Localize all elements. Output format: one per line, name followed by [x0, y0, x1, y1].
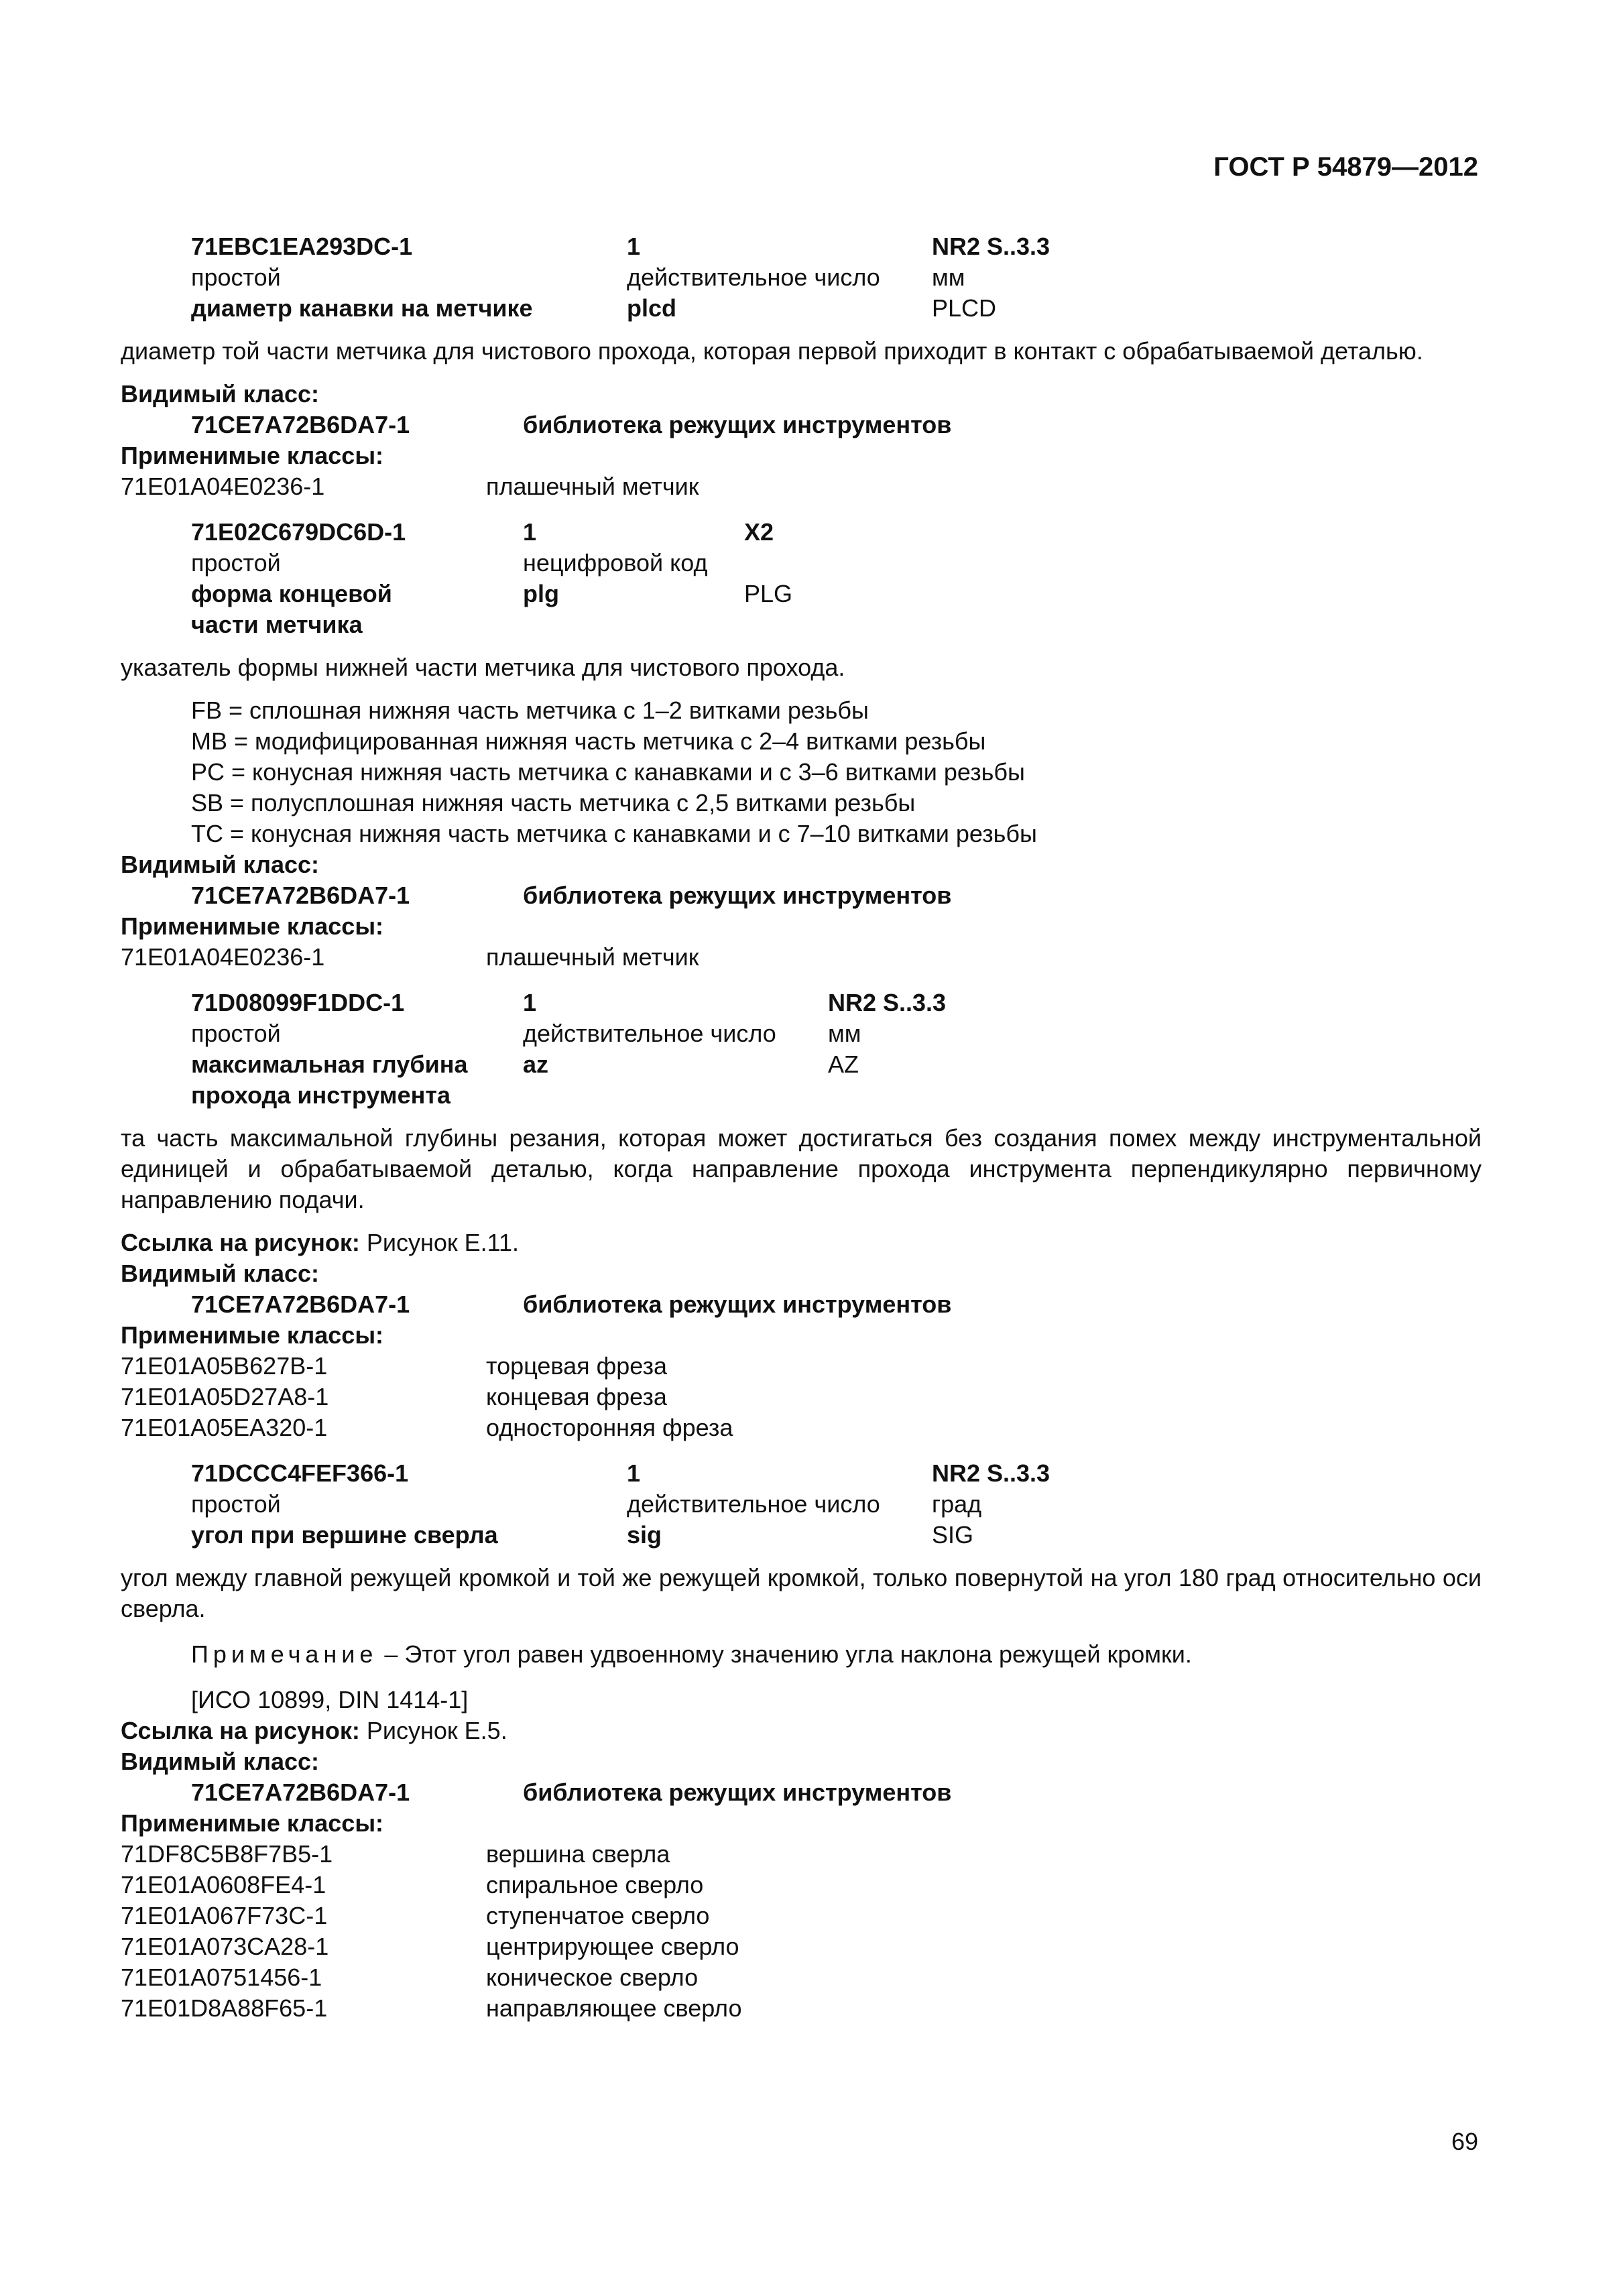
applicable-class-code: 71E01A04E0236-1 [121, 473, 325, 500]
property-count: 1 [627, 233, 641, 260]
source-reference: [ИСО 10899, DIN 1414-1] [191, 1686, 469, 1713]
property-ref: NR2 S..3.3 [932, 233, 1050, 260]
applicable-classes-label: Применимые классы: [121, 1321, 384, 1349]
applicable-class-row [121, 1962, 1482, 1993]
visible-class-code: 71CE7A72B6DA7-1 [191, 882, 410, 909]
property-symbol: az [523, 1050, 549, 1078]
applicable-class-code: 71E01A05EA320-1 [121, 1414, 328, 1441]
applicable-class-code: 71E01D8A88F65-1 [121, 1994, 328, 2022]
applicable-class-name: торцевая фреза [486, 1352, 667, 1380]
visible-class-name: библиотека режущих инструментов [523, 1290, 952, 1318]
property-unit: мм [932, 263, 965, 291]
note-label: Примечание [191, 1640, 378, 1668]
applicable-class-code: 71E01A04E0236-1 [121, 943, 325, 971]
property-description: та часть максимальной глубины резания, которая может достигаться без создания помех между инструментальной единицей и обрабатываемой деталью, когда направление прохода инструмента перпендикулярно первичному направлению подачи. [121, 1124, 1482, 1213]
property-unit: мм [828, 1020, 861, 1047]
property-kind: простой [191, 549, 281, 577]
standard-header: ГОСТ Р 54879—2012 [1213, 152, 1478, 182]
value-list-item: PC = конусная нижняя часть метчика с канавками и с 3–6 витками резьбы [191, 758, 1025, 786]
figure-reference-label: Ссылка на рисунок: [121, 1229, 360, 1256]
figure-reference [121, 1227, 1482, 1258]
property-kind: простой [191, 263, 281, 291]
applicable-classes-label: Применимые классы: [121, 1809, 384, 1837]
applicable-class-row [121, 1993, 1482, 2024]
figure-reference-label: Ссылка на рисунок: [121, 1717, 360, 1744]
property-code: 71E02C679DC6D-1 [191, 518, 406, 546]
figure-reference-value: Рисунок Е.5. [359, 1717, 507, 1744]
page-content [121, 231, 1482, 2024]
property-unit: град [932, 1490, 982, 1518]
applicable-classes-label: Применимые классы: [121, 912, 384, 940]
figure-reference [121, 1715, 1482, 1746]
applicable-class-row [121, 942, 1482, 973]
property-name: максимальная глубина [191, 1050, 468, 1078]
property-description: угол между главной режущей кромкой и той же режущей кромкой, только повернутой на угол 180 град относительно оси сверла. [121, 1564, 1482, 1622]
property-name: форма концевой [191, 580, 392, 607]
visible-class-label: Видимый класс: [121, 1748, 319, 1775]
property-code: 71EBC1EA293DC-1 [191, 233, 413, 260]
value-list-item: SB = полусплошная нижняя часть метчика с 2,5 витками резьбы [191, 789, 916, 817]
property-symbol-upper: PLG [744, 580, 793, 607]
value-list-item: FB = сплошная нижняя часть метчика с 1–2 витками резьбы [191, 697, 869, 724]
property-symbol: plcd [627, 294, 677, 322]
visible-class-code: 71CE7A72B6DA7-1 [191, 1290, 410, 1318]
property-datatype: действительное число [627, 263, 880, 291]
applicable-class-name: коническое сверло [486, 1963, 699, 1991]
property-name-cont: части метчика [191, 611, 363, 638]
applicable-class-row [121, 1382, 1482, 1412]
property-description: указатель формы нижней части метчика для чистового прохода. [121, 654, 845, 681]
property-name: угол при вершине сверла [191, 1521, 498, 1549]
property-name-cont: прохода инструмента [191, 1081, 450, 1109]
applicable-class-row [121, 1931, 1482, 1962]
property-code: 71DCCC4FEF366-1 [191, 1459, 409, 1487]
property-kind: простой [191, 1490, 281, 1518]
visible-class-label: Видимый класс: [121, 851, 319, 878]
applicable-class-name: спиральное сверло [486, 1871, 704, 1898]
note-text: – Этот угол равен удвоенному значению угла наклона режущей кромки. [377, 1640, 1192, 1668]
applicable-class-code: 71E01A067F73C-1 [121, 1902, 328, 1929]
property-ref: X2 [744, 518, 774, 546]
applicable-class-row [121, 471, 1482, 502]
property-block [191, 987, 1482, 1111]
applicable-class-name: ступенчатое сверло [486, 1902, 710, 1929]
property-ref: NR2 S..3.3 [932, 1459, 1050, 1487]
value-list [191, 695, 1482, 849]
property-name: диаметр канавки на метчике [191, 294, 533, 322]
property-symbol: plg [523, 580, 559, 607]
applicable-class-row [121, 1900, 1482, 1931]
property-symbol-upper: AZ [828, 1050, 859, 1078]
applicable-classes-label: Применимые классы: [121, 442, 384, 469]
applicable-class-name: центрирующее сверло [486, 1933, 739, 1960]
applicable-class-name: плашечный метчик [486, 943, 699, 971]
property-datatype: действительное число [523, 1020, 776, 1047]
visible-class-code: 71CE7A72B6DA7-1 [191, 1778, 410, 1806]
property-block [191, 517, 1482, 640]
applicable-class-code: 71E01A05D27A8-1 [121, 1383, 329, 1410]
visible-class-name: библиотека режущих инструментов [523, 882, 952, 909]
property-code: 71D08099F1DDC-1 [191, 989, 405, 1016]
applicable-class-code: 71E01A05B627B-1 [121, 1352, 328, 1380]
property-count: 1 [523, 518, 537, 546]
applicable-class-row [121, 1870, 1482, 1900]
applicable-class-name: вершина сверла [486, 1840, 670, 1868]
visible-class-label: Видимый класс: [121, 380, 319, 408]
property-symbol-upper: PLCD [932, 294, 997, 322]
property-symbol: sig [627, 1521, 662, 1549]
property-ref: NR2 S..3.3 [828, 989, 947, 1016]
figure-reference-value: Рисунок Е.11. [359, 1229, 520, 1256]
value-list-item: MB = модифицированная нижняя часть метчика с 2–4 витками резьбы [191, 727, 986, 755]
property-count: 1 [627, 1459, 641, 1487]
applicable-class-name: односторонняя фреза [486, 1414, 733, 1441]
applicable-class-name: направляющее сверло [486, 1994, 742, 2022]
property-kind: простой [191, 1020, 281, 1047]
property-block [191, 1458, 1482, 1551]
applicable-class-name: плашечный метчик [486, 473, 699, 500]
property-count: 1 [523, 989, 537, 1016]
value-list-item: TC = конусная нижняя часть метчика с канавками и с 7–10 витками резьбы [191, 820, 1037, 847]
visible-class-name: библиотека режущих инструментов [523, 411, 952, 438]
visible-class-name: библиотека режущих инструментов [523, 1778, 952, 1806]
applicable-class-code: 71E01A0608FE4-1 [121, 1871, 326, 1898]
applicable-class-row [121, 1412, 1482, 1443]
applicable-class-row [121, 1351, 1482, 1382]
applicable-class-code: 71E01A073CA28-1 [121, 1933, 329, 1960]
applicable-class-row [121, 1839, 1482, 1870]
applicable-class-code: 71DF8C5B8F7B5-1 [121, 1840, 333, 1868]
property-description: диаметр той части метчика для чистового прохода, которая первой приходит в контакт с обрабатываемой деталью. [121, 337, 1423, 365]
property-datatype: нецифровой код [523, 549, 708, 577]
applicable-class-name: концевая фреза [486, 1383, 667, 1410]
visible-class-code: 71CE7A72B6DA7-1 [191, 411, 410, 438]
property-datatype: действительное число [627, 1490, 880, 1518]
property-block [191, 231, 1482, 324]
applicable-class-code: 71E01A0751456-1 [121, 1963, 322, 1991]
page-number: 69 [1451, 2128, 1478, 2155]
visible-class-label: Видимый класс: [121, 1260, 319, 1287]
note [191, 1639, 1482, 1670]
property-symbol-upper: SIG [932, 1521, 974, 1549]
